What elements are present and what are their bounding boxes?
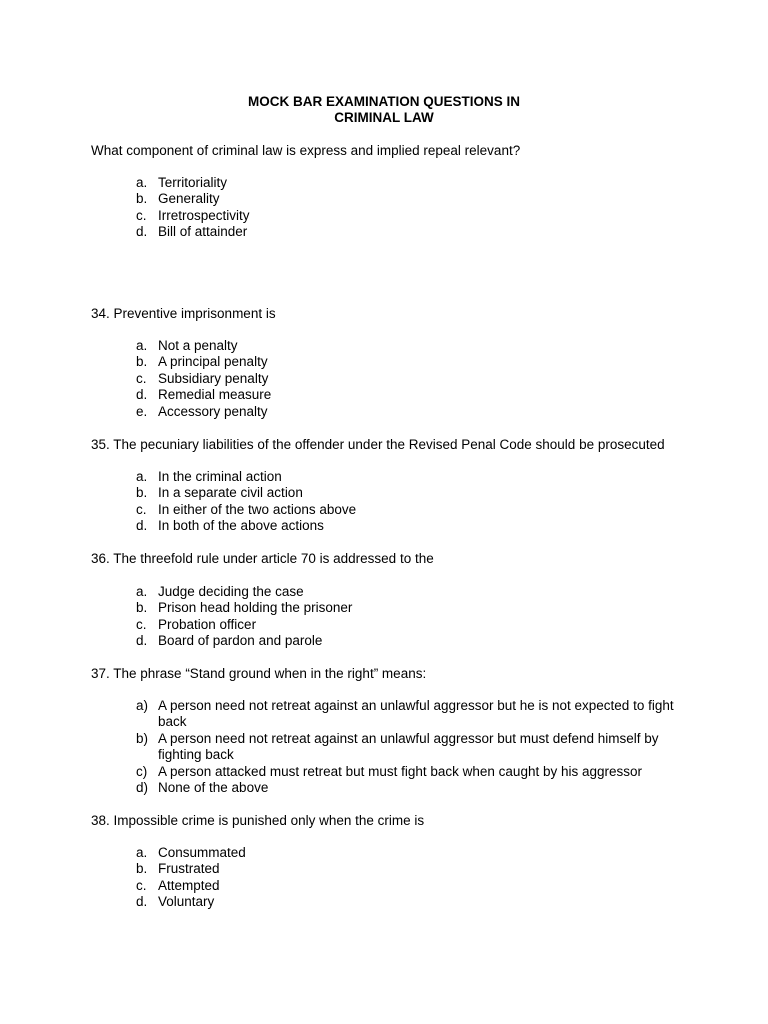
option-marker: a.	[136, 584, 148, 599]
option-text: Subsidiary penalty	[158, 370, 269, 386]
option-text: Remedial measure	[158, 387, 272, 403]
answer-option	[136, 600, 696, 616]
option-text: Voluntary	[158, 894, 215, 910]
answer-options	[136, 469, 696, 535]
option-text: A person need not retreat against an unlawful aggressor but must defend himself by fighting back	[158, 730, 659, 763]
option-marker: d.	[136, 224, 148, 240]
answer-option	[136, 518, 696, 534]
answer-options	[136, 698, 696, 796]
question-prompt: What component of criminal law is express and implied repeal relevant?	[91, 143, 521, 158]
option-text: In the criminal action	[158, 469, 282, 484]
answer-option	[136, 191, 696, 207]
answer-option	[136, 338, 696, 354]
option-marker: c.	[136, 370, 147, 386]
answer-options	[136, 584, 696, 650]
option-text: Bill of attainder	[158, 224, 248, 240]
option-text: Irretrospectivity	[158, 207, 250, 223]
answer-option	[136, 584, 696, 600]
answer-option	[136, 780, 696, 796]
answer-option	[136, 731, 696, 764]
option-marker: c.	[136, 877, 147, 893]
question-prompt: 36. The threefold rule under article 70 is addressed to the	[91, 551, 434, 566]
option-text: A principal penalty	[158, 354, 268, 370]
option-marker: d.	[136, 387, 148, 403]
option-text: Not a penalty	[158, 338, 238, 353]
option-marker: c)	[136, 763, 148, 779]
option-marker: e.	[136, 403, 148, 419]
option-text: Generality	[158, 191, 220, 207]
answer-option	[136, 387, 696, 403]
option-marker: d)	[136, 780, 149, 796]
option-marker: c.	[136, 207, 147, 223]
answer-option	[136, 469, 696, 485]
option-marker: a.	[136, 469, 148, 484]
option-marker: c.	[136, 501, 147, 517]
answer-option	[136, 371, 696, 387]
option-marker: b.	[136, 354, 148, 370]
option-marker: b.	[136, 861, 148, 877]
option-text: Attempted	[158, 877, 220, 893]
option-marker: d.	[136, 894, 148, 910]
answer-option	[136, 502, 696, 518]
answer-options	[136, 845, 696, 911]
answer-option	[136, 175, 696, 191]
answer-option	[136, 617, 696, 633]
question-prompt: 34. Preventive imprisonment is	[91, 306, 276, 321]
option-text: Frustrated	[158, 861, 220, 877]
option-text: Prison head holding the prisoner	[158, 600, 353, 616]
option-marker: d.	[136, 518, 148, 534]
answer-options	[136, 338, 696, 420]
answer-option	[136, 633, 696, 649]
question-prompt: 37. The phrase “Stand ground when in the right” means:	[91, 666, 427, 681]
option-marker: a.	[136, 338, 148, 353]
answer-option	[136, 354, 696, 370]
option-marker: d.	[136, 633, 148, 649]
option-text: Board of pardon and parole	[158, 633, 323, 649]
answer-option	[136, 894, 696, 910]
option-text: Territoriality	[158, 175, 228, 190]
document-title-line-2: CRIMINAL LAW	[334, 110, 434, 125]
option-marker: b.	[136, 485, 148, 501]
answer-option	[136, 861, 696, 877]
option-text: Judge deciding the case	[158, 584, 304, 599]
option-text: A person attacked must retreat but must fight back when caught by his aggressor	[158, 763, 643, 779]
document-title-line-1: MOCK BAR EXAMINATION QUESTIONS IN	[247, 94, 520, 109]
option-marker: a.	[136, 845, 148, 860]
answer-option	[136, 208, 696, 224]
answer-option	[136, 764, 696, 780]
answer-option	[136, 404, 696, 420]
option-marker: b.	[136, 191, 148, 207]
option-text: Consummated	[158, 845, 246, 860]
question-prompt: 38. Impossible crime is punished only when the crime is	[91, 813, 425, 828]
question-prompt: 35. The pecuniary liabilities of the offender under the Revised Penal Code should be prosecuted	[91, 437, 665, 452]
answer-option	[136, 698, 696, 731]
option-text: Accessory penalty	[158, 403, 268, 419]
option-marker: b)	[136, 730, 149, 746]
option-text: A person need not retreat against an unlawful aggressor but he is not expected to fight back	[158, 698, 674, 730]
answer-option	[136, 845, 696, 861]
option-marker: a)	[136, 698, 149, 713]
option-text: None of the above	[158, 780, 269, 796]
option-marker: c.	[136, 616, 147, 632]
option-text: In either of the two actions above	[158, 501, 357, 517]
answer-options	[136, 175, 696, 241]
option-text: In a separate civil action	[158, 485, 303, 501]
answer-option	[136, 224, 696, 240]
option-marker: a.	[136, 175, 148, 190]
answer-option	[136, 485, 696, 501]
option-marker: b.	[136, 600, 148, 616]
option-text: In both of the above actions	[158, 518, 324, 534]
option-text: Probation officer	[158, 616, 257, 632]
answer-option	[136, 878, 696, 894]
